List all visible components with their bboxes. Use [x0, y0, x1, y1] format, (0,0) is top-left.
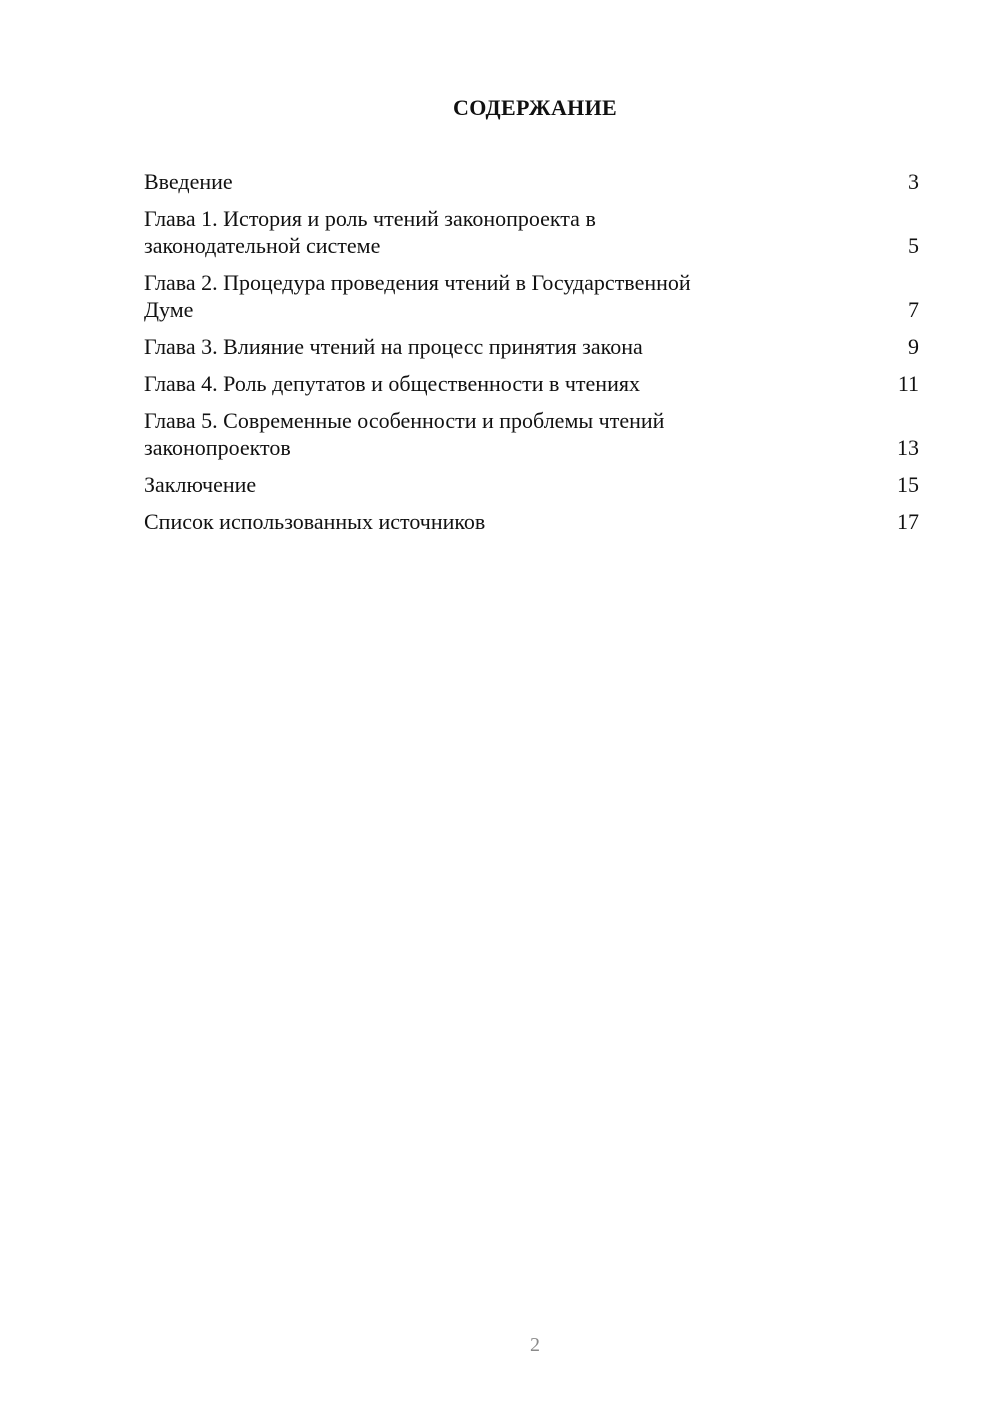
page-number: 2 — [530, 1334, 540, 1356]
table-of-contents — [144, 168, 919, 545]
toc-entry-references — [144, 508, 919, 535]
toc-entry-label: Глава 1. История и роль чтений законопроекта в законодательной системе — [144, 206, 596, 258]
toc-entry-introduction — [144, 168, 919, 195]
toc-entry-page: 5 — [908, 233, 919, 258]
toc-entry-chapter-3 — [144, 333, 919, 360]
toc-entry-page: 7 — [908, 297, 919, 322]
page-title: СОДЕРЖАНИЕ — [453, 95, 617, 120]
toc-entry-page: 17 — [897, 509, 919, 534]
toc-entry-label: Список использованных источников — [144, 509, 486, 534]
toc-entry-page: 13 — [897, 435, 919, 460]
toc-entry-label: Глава 2. Процедура проведения чтений в Государственной Думе — [144, 270, 691, 322]
toc-entry-label: Глава 3. Влияние чтений на процесс принятия закона — [144, 334, 643, 359]
toc-entry-chapter-4 — [144, 370, 919, 397]
toc-entry-conclusion — [144, 471, 919, 498]
toc-entry-label: Глава 5. Современные особенности и проблемы чтений законопроектов — [144, 408, 665, 460]
toc-entry-page: 9 — [908, 334, 919, 359]
toc-entry-chapter-2 — [144, 269, 919, 323]
toc-entry-label: Введение — [144, 169, 233, 194]
toc-entry-label: Заключение — [144, 472, 257, 497]
toc-entry-chapter-1 — [144, 205, 919, 259]
toc-entry-chapter-5 — [144, 407, 919, 461]
toc-entry-page: 15 — [897, 472, 919, 497]
toc-entry-page: 11 — [897, 371, 919, 396]
toc-entry-page: 3 — [908, 169, 919, 194]
toc-entry-label: Глава 4. Роль депутатов и общественности в чтениях — [144, 371, 640, 396]
